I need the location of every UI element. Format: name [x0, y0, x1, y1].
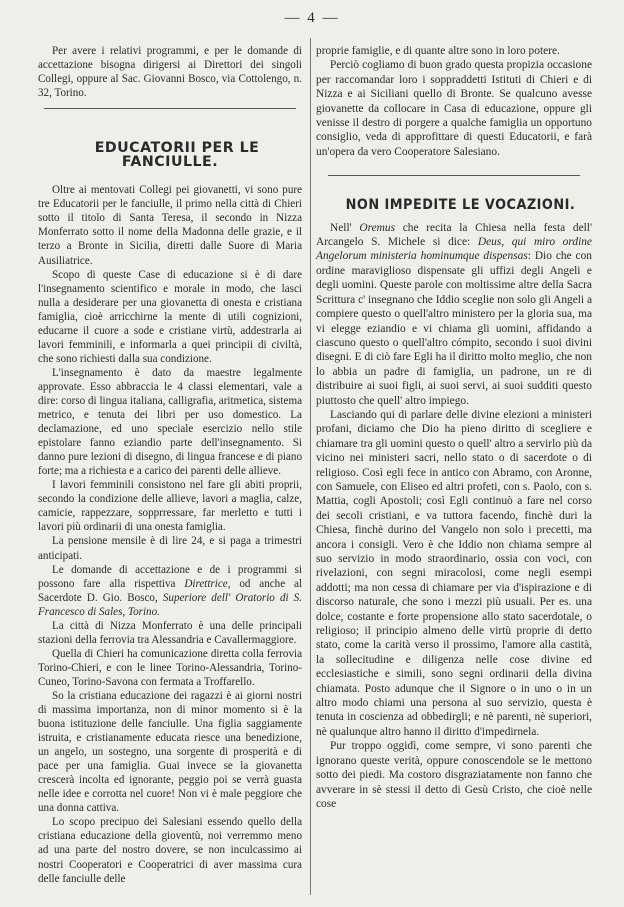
text-run: , od anche al Sacerdote D. Gio. Bosco, — [38, 577, 303, 604]
right-column — [316, 40, 592, 811]
paragraph: Lasciando qui di parlare delle divine elezioni a ministeri profani, diciamo che Dio ha pieno diritto di scegliere e chiamare tra gli uomini questo o quell' altro a servirlo più da vicino nei ministeri sacri, nello stato o di sacerdote o di religioso. Così egli fece in antico con Abramo, con Aronne, con Samuele, con Eliseo ed altri profeti, con s. Paolo, con s. Mattia, cogli Apostoli; così Egli continuò a fare nel corso dei secoli cristiani, e va tuttora facendo, finchè duri la Chiesa, finchè durino del Vangelo non solo i precetti, ma ancora i consigli. Vero è che Iddio non chiama sempre al suo servizio in modo straordinario, ossia con voci, con rivelazioni, con segni miracolosi, come negli esempi addotti; ma non cessa di chiamare per via d'ispirazione e di discorso naturale, che sono i mezzi più usuali. Per es. una dolce, costante e forte propensione allo stato sacerdotale, o religioso; il principio almeno delle virtù proprie di detto stato, come la carità verso il prossimo, l'amore alla castità, la sollecitudine e diligenza nelle cose divine ed ecclesiastiche e simili, sono segni ordinarii della divina chiamata. Posto adunque che il Signore o in uno o in un altro modo chiami una persona al suo servizio, questa è tenuta in coscienza ad obbedirgli; e nè parenti, nè superiori, nè qualunque altro hanno il diritto d'impedirnela. — [316, 408, 592, 738]
italic-run: Superiore dell' Oratorio di S. Francesco di Sales, Torino. — [38, 591, 302, 618]
paragraph: Scopo di queste Case di educazione si è di dare l'insegnamento scientifico e morale in modo, che lasci nulla a desiderare per una giovanetta di onesta e cristiana famiglia, cioè arricchirne la mente di utili cognizioni, educarne il cuore a sode e cristiane virtù, addestrarla ai lavori femminili, e informarla a quei principii di civiltà, che sono richiesti dalla sua condizione. — [38, 268, 302, 365]
paragraph: Perciò cogliamo di buon grado questa propizia occasione per raccomandar loro i soppraddetti Istituti di Chieri e di Nizza e ai Siciliani quello di Bronte. Se qualcuno avesse giovanette da collocare in Casa di educazione, oppure gli venisse il destro di porgere a qualche famiglia un opportuno consiglio, veda di approfittare di questi Educatorii, e farà un'opera da vero Cooperatore Salesiano. — [316, 59, 592, 158]
left-column — [38, 40, 302, 886]
text-run: Nell' — [330, 221, 360, 234]
paragraph: L'insegnamento è dato da maestre legalmente approvate. Esso abbraccia le 4 classi elementari, vale a dire: corso di lingua italiana, calligrafia, aritmetica, sistema metrico, e tenuta dei libri per uso domestico. La declamazione, ed uno speciale esercizio nello stile epistolare fanno eziandio parte dell'insegnamento. Si danno pure lezioni di disegno, di lingua francese e di piano forte; ma a richiesta e a carico dei parenti delle allieve. — [38, 366, 302, 478]
paragraph: La pensione mensile è di lire 24, e si paga a trimestri anticipati. — [38, 535, 302, 562]
paragraph: La città di Nizza Monferrato è una delle principali stazioni della ferrovia tra Alessandria e Cavallermaggiore. — [38, 619, 302, 646]
intro-paragraph: Per avere i relativi programmi, e per le domande di accettazione bisogna dirigersi ai Direttori dei singoli Collegi, oppure al Sac. Giovanni Bosco, via Cottolengo, n. 32, Torino. — [38, 45, 302, 100]
paragraph: Oltre ai mentovati Collegi pei giovanetti, vi sono pure tre Educatorii per le fanciulle, il primo nella città di Chieri sotto il titolo di Santa Teresa, il secondo in Nizza Monferrato sotto il nome della Madonna delle grazie, e il terzo a Bronte in Sicilia, diretti dalle Suore di Maria Ausiliatrice. — [38, 184, 302, 267]
text-run: che recita la Chiesa nella festa dell' Arcangelo S. Michele si dice: — [316, 221, 593, 249]
paragraph: I lavori femminili consistono nel fare gli abiti proprii, secondo la condizione delle allieve, lavori a maglia, calze, camicie, rappezzare, sopprressare, far merletto e tutti i lavori più ordinarii di una onesta famiglia. — [38, 479, 302, 534]
heading-vocazioni: NON IMPEDITE LE VOCAZIONI. — [345, 197, 576, 214]
heading-educatorii: EDUCATORII PER LE FANCIULLE. — [94, 140, 260, 171]
paragraph-domande — [38, 563, 302, 619]
text-run: Le domande di accettazione e de i programmi si possono fare alla rispettiva — [38, 563, 302, 590]
paragraph-oremus — [316, 221, 592, 408]
italic-run: Oremus — [359, 221, 396, 234]
section-rule — [44, 108, 296, 109]
section-rule — [328, 175, 580, 176]
paragraph: Pur troppo oggidì, come sempre, vi sono parenti che ignorano queste verità, oppure conoscendole se le mettono sotto dei piedi. Ma costoro disgraziatamente non fanno che avverare in sè stessi il detto di Gesù Cristo, che cioè nelle cose — [316, 740, 592, 810]
italic-run: Direttrice — [184, 577, 228, 590]
italic-run: Deus, qui miro ordine Angelorum ministeria hominumque dispensas — [316, 236, 592, 263]
paragraph-continuation: proprie famiglie, e di quante altre sono in loro potere. — [316, 45, 560, 57]
paragraph: Lo scopo precipuo dei Salesiani essendo quello della cristiana educazione della gioventù, noi verremmo meno ad una parte del nostro dovere, se non inculcassimo ai nostri Cooperatori e Cooperatrici di aver massima cura delle fanciulle delle — [38, 816, 302, 885]
column-divider — [310, 38, 311, 895]
paragraph: So la cristiana educazione dei ragazzi è ai giorni nostri di massima importanza, non di minor momento si è la buona istituzione delle fanciulle. Una figlia saggiamente istruita, e cristianamente educata riesce una benedizione, un angelo, un sostegno, una sorgente di prosperità e di pace per una famiglia. Guai invece se la giovanetta crescerà incolta ed ignorante, peggio poi se verrà guasta nelle idee e corrotta nel cuore! Non vi è male peggiore che una donna cattiva. — [38, 689, 302, 815]
page-number: — 4 — — [284, 10, 340, 26]
paragraph: Quella di Chieri ha comunicazione diretta colla ferrovia Torino-Chieri, e con le linee Torino-Alessandria, Torino-Cuneo, Torino-Savona con fermata a Troffarello. — [38, 647, 302, 688]
text-run: : Dio che con ordine maraviglioso dispensate gli uffizi degli Angeli e degli uomini. Queste parole con moltissime altre della Sacra Scrittura c' insegnano che Iddio sceglie non solo gli Angeli a compiere questo o quell'altro ministero per la gloria sua, ma vi elegge eziandio e vi chiama gli uomini, affidando a ciascuno questo o quell'altro cómpito, secondo i suoi divini disegni. E di ciò fare Egli ha il diritto molto meglio, che non lo abbia un padre di famiglia, un padrone, un re di distribuire ai suoi figli, ai suoi servi, ai suoi sudditi questo piuttosto che quell' altro impiego. — [316, 250, 592, 407]
